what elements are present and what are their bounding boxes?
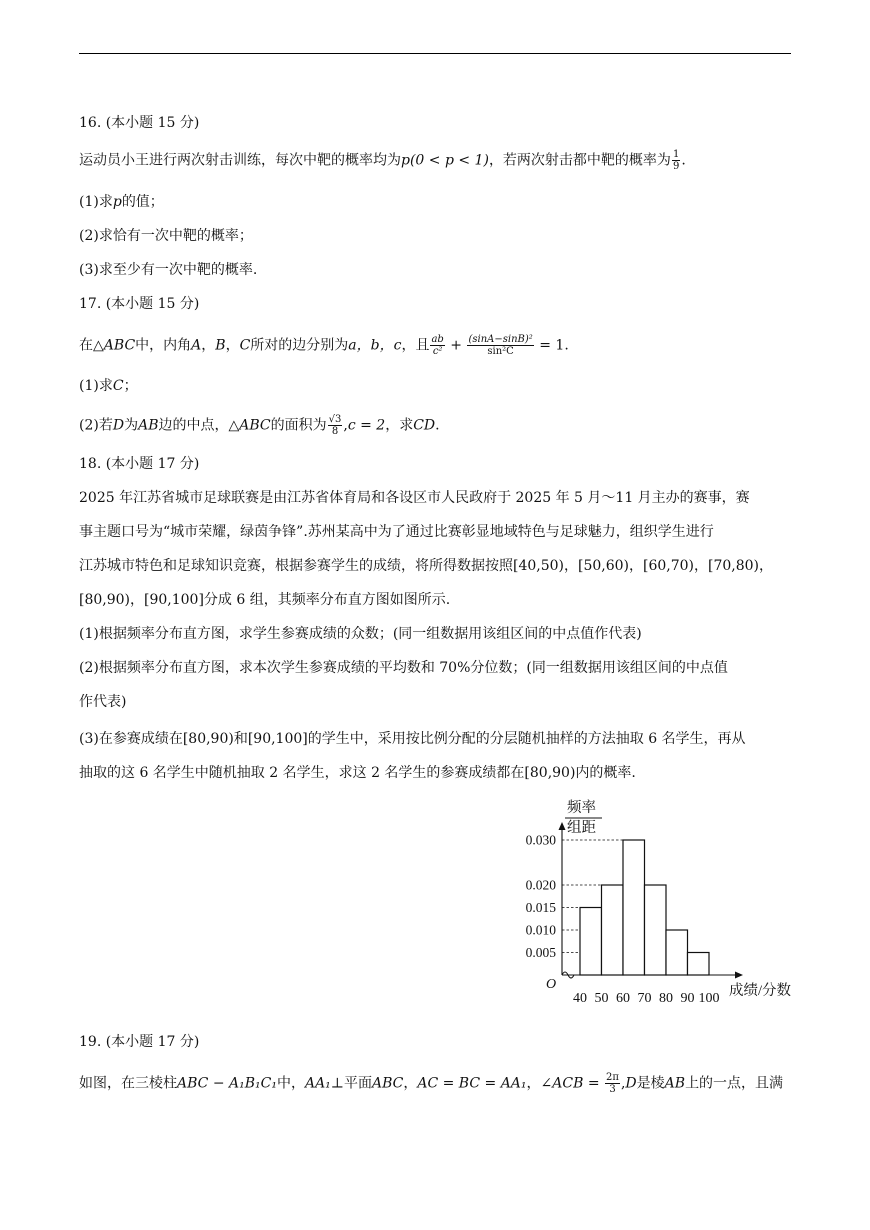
q16-stem-p: p(0 < p < 1)	[401, 152, 489, 169]
x-tick-label: 40	[573, 991, 587, 1006]
q16-header: 16. (本小题 15 分)	[79, 115, 200, 131]
y-axis-title-bottom: 组距	[567, 820, 596, 836]
q18-para-line1: 2025 年江苏省城市足球联赛是由江苏省体育局和各设区市人民政府于 2025 年 5 月～11 月主办的赛事，赛	[79, 490, 750, 506]
histogram-bar	[688, 953, 710, 976]
q16-part1-p: p	[112, 194, 122, 210]
x-tick-label: 60	[616, 991, 630, 1006]
q17-frac2-num: (sinA−sinB)²	[468, 334, 533, 345]
q16-part1	[79, 192, 164, 212]
q17-fraction-2	[467, 334, 533, 357]
q19-stem-a: 如图，在三棱柱	[79, 1075, 177, 1092]
origin-label: O	[546, 977, 557, 992]
q17-header: 17. (本小题 15 分)	[79, 296, 200, 312]
q17-part2-abc: ABC	[239, 417, 271, 434]
histogram-bar	[602, 885, 624, 975]
q17-stem-b: 中，内角	[135, 337, 192, 354]
q19-stem-b: 中，	[276, 1075, 305, 1092]
q19-fraction	[605, 1072, 620, 1095]
q17-part2-ab: AB	[138, 417, 159, 434]
q16-stem-text-a: 运动员小王进行两次射击训练，每次中靶的概率均为	[79, 152, 401, 169]
q19-stem	[79, 1072, 783, 1095]
chart-bars	[580, 840, 709, 975]
q17-part2-fraction	[328, 414, 343, 437]
x-tick-label: 50	[594, 991, 609, 1006]
q17-part2-d: 的面积为	[270, 417, 327, 434]
q18-part2-line2: 作代表)	[79, 694, 127, 710]
q17-part2-ceq: c = 2	[347, 417, 386, 434]
q17-angle-a: A	[191, 337, 202, 354]
q19-stem-e: ，∠	[526, 1075, 553, 1092]
q17-part2-d-point: D	[112, 417, 125, 434]
q19-stem-d: ，	[403, 1075, 418, 1092]
y-tick-label: 0.015	[525, 900, 556, 915]
y-tick-label: 0.005	[525, 945, 556, 960]
y-tick-label: 0.030	[525, 832, 556, 848]
q17-part2-a: (2)若	[79, 417, 113, 434]
q16-frac-den: 9	[672, 161, 680, 172]
q17-part2-c: 边的中点，△	[158, 417, 240, 434]
q16-stem-end: .	[681, 152, 686, 169]
q17-frac1-den: c²	[432, 346, 443, 357]
q18-para-line2: 事主题口号为“城市荣耀，绿茵争锋”.苏州某高中为了通过比赛彰显地域特色与足球魅力，组织学生进行	[79, 524, 714, 540]
q19-stem-i: 上的一点，且满	[685, 1075, 784, 1092]
q19-prism: ABC − A₁B₁C₁	[177, 1075, 277, 1092]
q17-sep2: ，	[225, 337, 240, 354]
q17-fraction-1	[430, 334, 444, 357]
q17-eq: = 1.	[534, 337, 569, 354]
q17-part2-e: ,	[343, 417, 348, 434]
q16-fraction	[672, 149, 680, 172]
q18-part3-line1: (3)在参赛成绩在[80,90)和[90,100]的学生中，采用按比例分配的分层随机抽样的方法抽取 6 名学生，再从	[79, 731, 746, 747]
y-axis-title-top: 频率	[567, 800, 596, 816]
q16-stem-text-b: ，若两次射击都中靶的概率为	[488, 152, 671, 169]
q17-stem-d: ，且	[401, 337, 430, 354]
y-tick-label: 0.020	[525, 877, 556, 893]
q16-part3: (3)求至少有一次中靶的概率.	[79, 262, 258, 278]
q19-acb: ACB	[552, 1075, 584, 1092]
q19-stem-f: =	[583, 1075, 605, 1092]
q17-frac1-num: ab	[431, 334, 444, 345]
histogram-bar	[645, 885, 667, 975]
q19-frac-num: 2π	[606, 1072, 619, 1083]
q18-para-line3: 江苏城市特色和足球知识竞赛，根据参赛学生的成绩，将所得数据按照[40,50)，[50,60)，[60,70)，[70,80)，	[79, 558, 774, 574]
q17-frac2-den: sin²C	[487, 346, 514, 357]
q19-plane: ABC	[371, 1075, 404, 1092]
q16-part1-text-a: (1)求	[79, 194, 113, 210]
q16-frac-num: 1	[672, 149, 680, 160]
frequency-histogram	[505, 800, 805, 1007]
q17-part2-b: 为	[124, 417, 139, 434]
q17-angle-b: B	[215, 337, 226, 354]
y-axis-arrow	[559, 822, 566, 830]
q17-part2	[79, 414, 440, 437]
q19-ab: AB	[664, 1075, 686, 1092]
q17-part1-b: ；	[123, 378, 138, 394]
q18-part1: (1)根据频率分布直方图，求学生参赛成绩的众数；(同一组数据用该组区间的中点值作代表)	[79, 626, 642, 642]
histogram-bar	[623, 840, 645, 975]
q17-plus: +	[445, 337, 467, 354]
q17-stem-abc: ABC	[103, 337, 136, 354]
q16-stem	[79, 149, 686, 172]
x-tick-label: 100	[698, 991, 720, 1006]
q19-frac-den: 3	[609, 1084, 616, 1095]
q17-angle-c: C	[239, 337, 251, 354]
x-axis-arrow	[735, 972, 743, 979]
q19-d-point: D	[625, 1075, 637, 1092]
q17-part1-a: (1)求	[79, 378, 113, 394]
q16-part2: (2)求恰有一次中靶的概率；	[79, 228, 253, 244]
header-rule	[79, 53, 791, 54]
q17-sep1: ，	[201, 337, 216, 354]
q18-header: 18. (本小题 17 分)	[79, 456, 200, 472]
q18-part3-line2: 抽取的这 6 名学生中随机抽取 2 名学生，求这 2 名学生的参赛成绩都在[80,90)内的概率.	[79, 765, 636, 781]
q19-aa1: AA₁	[304, 1075, 331, 1092]
q17-sides: a，b，c	[348, 337, 402, 354]
q19-header: 19. (本小题 17 分)	[79, 1034, 200, 1050]
q17-stem-a: 在△	[79, 337, 104, 354]
histogram-bar	[666, 930, 688, 975]
y-tick-label: 0.010	[525, 922, 556, 938]
q17-part2-frac-num: √3	[328, 414, 342, 425]
q17-part2-f: ，求	[385, 417, 414, 434]
q19-stem-c: ⊥平面	[330, 1075, 372, 1092]
q17-stem	[79, 334, 569, 357]
q19-stem-h: 是棱	[636, 1075, 665, 1092]
q17-part2-frac-den: 8	[331, 426, 339, 437]
q16-part1-text-b: 的值；	[121, 194, 164, 210]
q19-stem-g: ,	[620, 1075, 626, 1092]
q17-part1	[79, 376, 138, 396]
x-tick-label: 70	[637, 991, 652, 1006]
q17-stem-c: 所对的边分别为	[250, 337, 349, 354]
x-axis-title: 成绩/分数	[729, 983, 792, 999]
q17-part1-c: C	[112, 378, 124, 394]
q18-part2-line1: (2)根据频率分布直方图，求本次学生参赛成绩的平均数和 70%分位数；(同一组数据用该组区间的中点值	[79, 660, 728, 676]
x-tick-label: 90	[680, 991, 695, 1006]
q19-eq: AC = BC = AA₁	[417, 1075, 527, 1092]
x-tick-label: 80	[659, 991, 673, 1006]
q17-part2-g: .	[435, 417, 440, 434]
histogram-bar	[580, 908, 602, 976]
q17-part2-cd: CD	[413, 417, 436, 434]
q18-para-line4: [80,90)，[90,100]分成 6 组，其频率分布直方图如图所示.	[79, 592, 451, 608]
